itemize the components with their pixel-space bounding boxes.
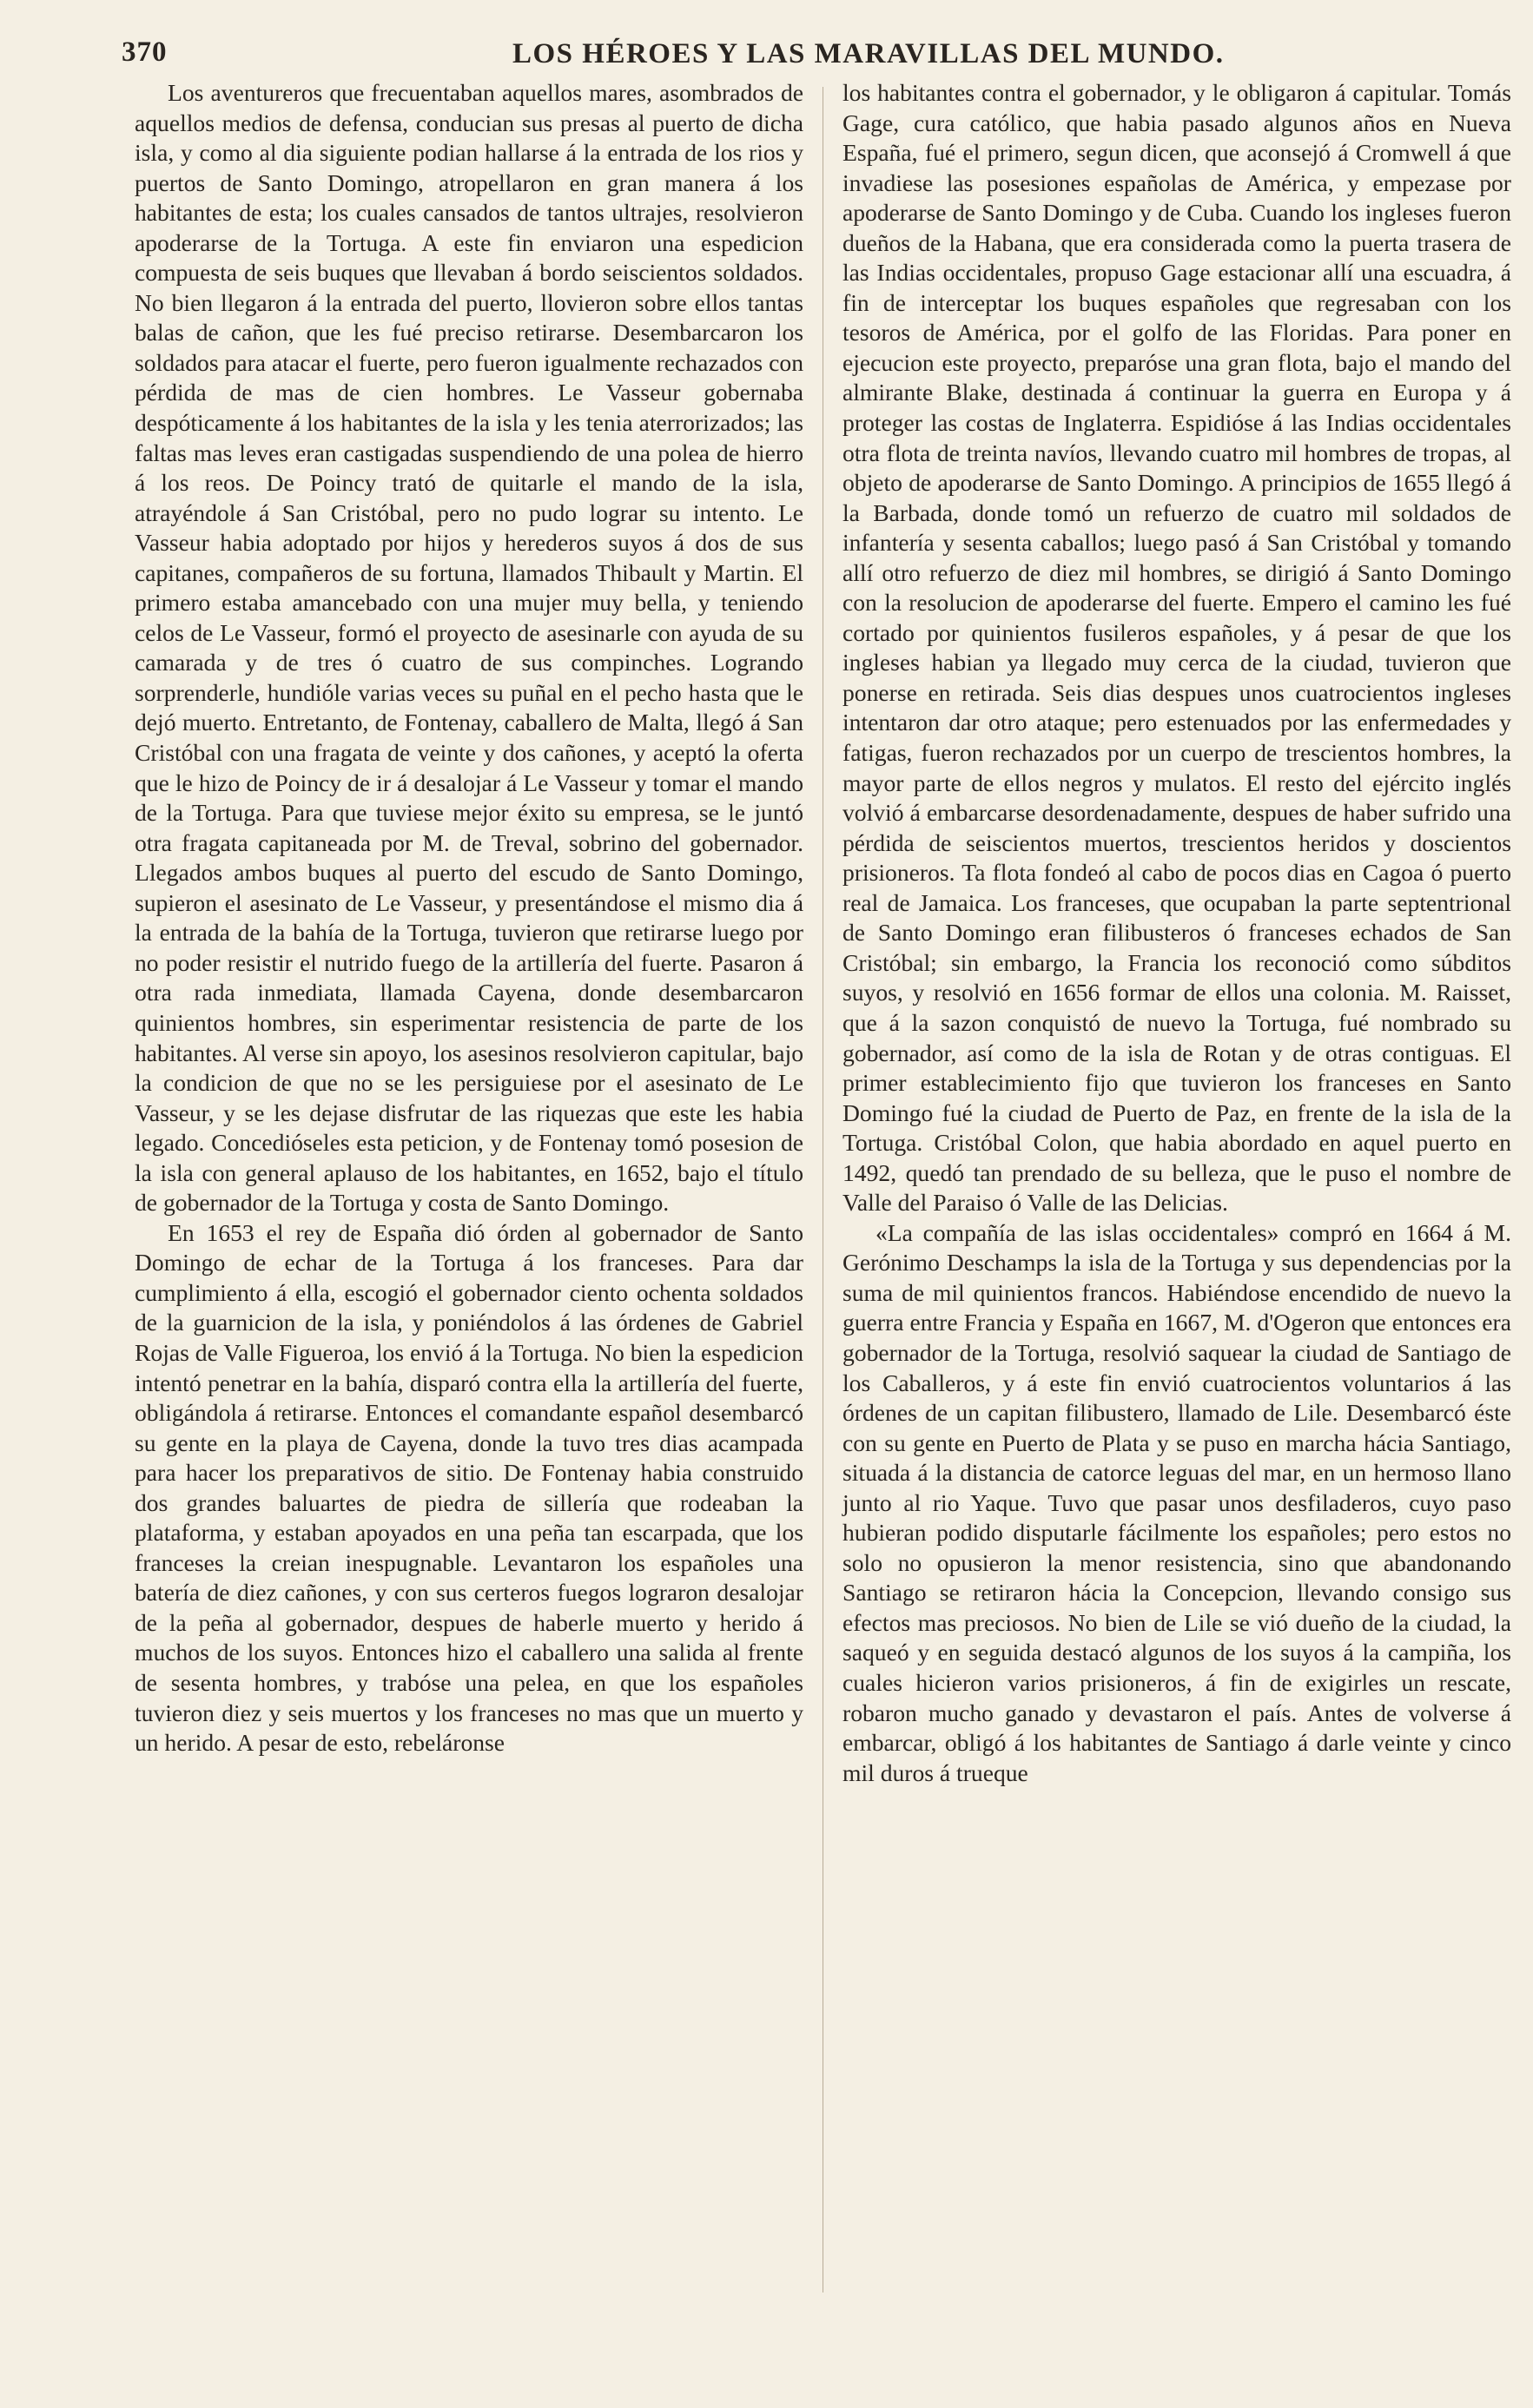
right-paragraph-1: los habitantes contra el gobernador, y le obligaron á capitular. Tomás Gage, cura católico, que habia pasado algunos años en Nueva España, fué el primero, segun dicen, que aconsejó á Cromwell á que invadiese las posesiones españolas de América, y empezase por apoderarse de Santo Domingo y de Cuba. Cuando los ingleses fueron dueños de la Habana, que era considerada como la puerta trasera de las Indias occidentales, propuso Gage estacionar allí una escuadra, á fin de interceptar los buques españoles que regresaban con los tesoros de América, por el golfo de las Floridas. Para poner en ejecucion este proyecto, preparóse una gran flota, bajo el mando del almirante Blake, destinada á continuar la guerra en Europa y á proteger las costas de Inglaterra. Espidióse á las Indias occidentales otra flota de treinta navíos, llevando cuatro mil hombres de tropas, al objeto de apoderarse de Santo Domingo. A principios de 1655 llegó á la Barbada, donde tomó un refuerzo de cuatro mil soldados de infantería y sesenta caballos; luego pasó á San Cristóbal y tomando allí otro refuerzo de diez mil hombres, se dirigió á Santo Domingo con la resolucion de apoderarse del fuerte. Empero el camino les fué cortado por quinientos fusileros españoles, y á pesar de que los ingleses habian ya llegado muy cerca de la ciudad, tuvieron que ponerse en retirada. Seis dias despues unos cuatrocientos ingleses intentaron dar otro ataque; pero estenuados por las enfermedades y fatigas, fueron rechazados por un cuerpo de trescientos hombres, la mayor parte de ellos negros y mulatos. El resto del ejército inglés volvió á embarcarse desordenadamente, despues de haber sufrido una pérdida de seiscientos muertos, trescientos heridos y doscientos prisioneros. Ta flota fondeó al cabo de pocos dias en Cagoa ó puerto real de Jamaica. Los franceses, que ocupaban la parte septentrional de Santo Domingo eran filibusteros ó franceses echados de San Cristóbal; sin embargo, la Francia los reconoció como súbditos suyos, y resolvió en 1656 formar de ellos una colonia. M. Raisset, que á la sazon conquistó de nuevo la Tortuga, fué nombrado su gobernador, así como de la isla de Rotan y de otras contiguas. El primer establecimiento fijo que tuvieron los franceses en Santo Domingo fué la ciudad de Puerto de Paz, en frente de la isla de la Tortuga. Cristóbal Colon, que habia abordado en aquel puerto en 1492, quedó tan prendado de su belleza, que le puso el nombre de Valle del Paraiso ó Valle de las Delicias. [842,79,1511,1217]
right-column [842,78,1511,1788]
right-paragraph-2: «La compañía de las islas occidentales» compró en 1664 á M. Gerónimo Deschamps la isla de la Tortuga y sus dependencias por la suma de mil quinientos francos. Habiéndose encendido de nuevo la guerra entre Francia y España en 1667, M. d'Ogeron que entonces era gobernador de la Tortuga, resolvió saquear la ciudad de Santiago de los Caballeros, y á este fin envió cuatrocientos voluntarios á las órdenes de un capitan filibustero, llamado de Lile. Desembarcó éste con su gente en Puerto de Plata y se puso en marcha hácia Santiago, situada á la distancia de catorce leguas del mar, en un hermoso llano junto al rio Yaque. Tuvo que pasar unos desfiladeros, cuyo paso hubieran podido disputarle fácilmente los españoles; pero estos no solo no opusieron la menor resistencia, sino que abandonando Santiago se retiraron hácia la Concepcion, llevando consigo sus efectos mas preciosos. No bien de Lile se vió dueño de la ciudad, la saqueó y en seguida destacó algunos de los suyos á la campiña, los cuales hicieron varios prisioneros, á fin de exigirles un rescate, robaron mucho ganado y devastaron el país. Antes de volverse á embarcar, obligó á los habitantes de Santiago á darle veinte y cinco mil duros á trueque [842,1218,1511,1786]
running-title: LOS HÉROES Y LAS MARAVILLAS DEL MUNDO. [512,38,1225,69]
page-header [122,36,1446,80]
left-paragraph-1: Los aventureros que frecuentaban aquellos mares, asombrados de aquellos medios de defensa, conducian sus presas al puerto de dicha isla, y como al dia siguiente podian hallarse á la entrada de los rios y puertos de Santo Domingo, atropellaron en gran manera á los habitantes de esta; los cuales cansados de tantos ultrajes, resolvieron apoderarse de la Tortuga. A este fin enviaron una espedicion compuesta de seis buques que llevaban á bordo seiscientos soldados. No bien llegaron á la entrada del puerto, llovieron sobre ellos tantas balas de cañon, que les fué preciso retirarse. Desembarcaron los soldados para atacar el fuerte, pero fueron igualmente rechazados con pérdida de mas de cien hombres. Le Vasseur gobernaba despóticamente á los habitantes de la isla y les tenia aterrorizados; las faltas mas leves eran castigadas suspendiendo de una polea de hierro á los reos. De Poincy trató de quitarle el mando de la isla, atrayéndole á San Cristóbal, pero no pudo lograr su intento. Le Vasseur habia adoptado por hijos y herederos suyos á dos de sus capitanes, compañeros de su fortuna, llamados Thibault y Martin. El primero estaba amancebado con una mujer muy bella, y teniendo celos de Le Vasseur, formó el proyecto de asesinarle con ayuda de su camarada y de tres ó cuatro de sus compinches. Logrando sorprenderle, hundióle varias veces su puñal en el pecho hasta que le dejó muerto. Entretanto, de Fontenay, caballero de Malta, llegó á San Cristóbal con una fragata de veinte y dos cañones, y aceptó la oferta que le hizo de Poincy de ir á desalojar á Le Vasseur y tomar el mando de la Tortuga. Para que tuviese mejor éxito su empresa, se le juntó otra fragata capitaneada por M. de Treval, sobrino del gobernador. Llegados ambos buques al puerto del escudo de Santo Domingo, supieron el asesinato de Le Vasseur, y presentándose el mismo dia á la entrada de la bahía de la Tortuga, tuvieron que retirarse luego por no poder resistir el nutrido fuego de la artillería del fuerte. Pasaron á otra rada inmediata, llamada Cayena, donde desembarcaron quinientos hombres, sin esperimentar resistencia de parte de los habitantes. Al verse sin apoyo, los asesinos resolvieron capitular, bajo la condicion de que no se les persiguiese por el asesinato de Le Vasseur, y se les dejase disfrutar de las riquezas que este les habia legado. Concedióseles esta peticion, y de Fontenay tomó posesion de la isla con general aplauso de los habitantes, en 1652, bajo el título de gobernador de la Tortuga y costa de Santo Domingo. [135,79,803,1217]
page-number: 370 [122,36,168,68]
left-paragraph-2: En 1653 el rey de España dió órden al gobernador de Santo Domingo de echar de la Tortuga á los franceses. Para dar cumplimiento á ella, escogió el gobernador ciento ochenta soldados de la guarnicion de la isla, y poniéndolos á las órdenes de Gabriel Rojas de Valle Figueroa, los envió á la Tortuga. No bien la espedicion intentó penetrar en la bahía, disparó contra ella la artillería del fuerte, obligándola á retirarse. Entonces el comandante español desembarcó su gente en la playa de Cayena, donde la tuvo tres dias acampada para hacer los preparativos de sitio. De Fontenay habia construido dos grandes baluartes de piedra de sillería que rodeaban la plataforma, y estaban apoyados en una peña tan escarpada, que los franceses la creian inespugnable. Levantaron los españoles una batería de diez cañones, y con sus certeros fuegos lograron desalojar de la peña al gobernador, despues de haberle muerto y herido á muchos de los suyos. Entonces hizo el caballero una salida al frente de sesenta hombres, y trabóse una pelea, en que los españoles tuvieron diez y seis muertos y los franceses no mas que un muerto y un herido. A pesar de esto, rebeláronse [135,1218,803,1757]
left-column [135,78,803,1758]
